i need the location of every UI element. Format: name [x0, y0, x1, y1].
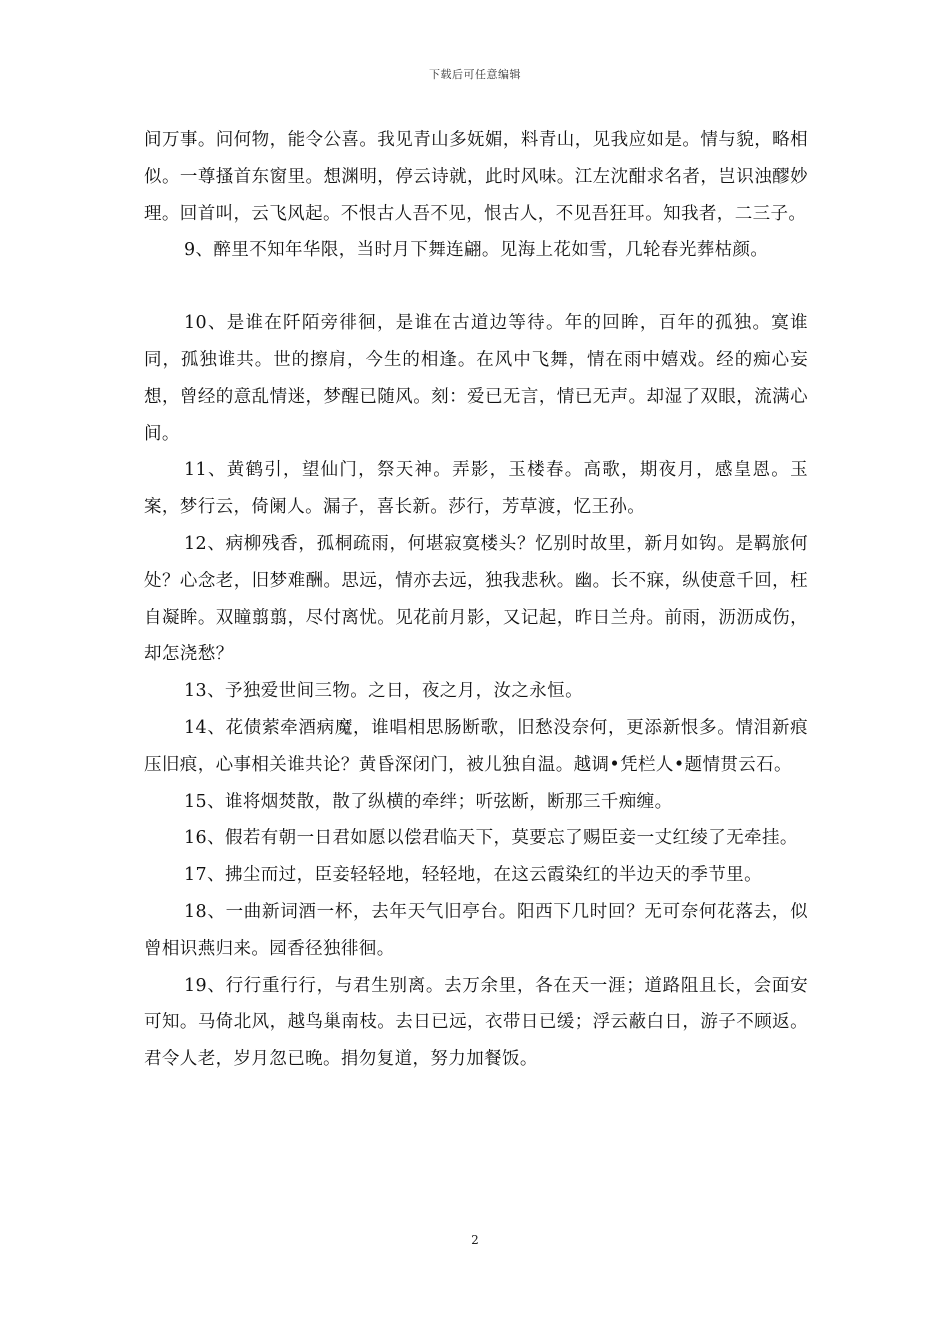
paragraph-18: 18、一曲新词酒一杯，去年天气旧亭台。阳西下几时回？无可奈何花落去，似曾相识燕归来。园香径独徘徊。: [144, 901, 808, 959]
paragraph-15: 15、谁将烟焚散，散了纵横的牵绊；听弦断，断那三千痴缠。: [184, 791, 673, 812]
paragraph-13: 13、予独爱世间三物。之日，夜之月，汝之永恒。: [184, 681, 583, 702]
paragraph-19: 19、行行重行行，与君生别离。去万余里，各在天一涯；道路阻且长，会面安可知。马倚北风，越鸟巢南枝。去日已远，衣带日已缓；浮云蔽白日，游子不顾返。君令人老，岁月忽已晚。捐勿复道，努力加餐饭。: [144, 975, 808, 1070]
document-body: [144, 122, 808, 1078]
paragraph-17: 17、拂尘而过，臣妾轻轻地，轻轻地，在这云霞染红的半边天的季节里。: [184, 865, 762, 886]
paragraph-12: 12、病柳残香，孤桐疏雨，何堪寂寞楼头？忆别时故里，新月如钩。是羁旅何处？心念老，旧梦难酬。思远，情亦去远，独我悲秋。幽。长不寐，纵使意千回，枉自凝眸。双瞳翦翦，尽付离忧。见花前月影，又记起，昨日兰舟。前雨，沥沥成伤，却怎浇愁？: [144, 533, 808, 665]
paragraph-continuation: 间万事。问何物，能令公喜。我见青山多妩媚，料青山，见我应如是。情与貌，略相似。一尊搔首东窗里。想渊明，停云诗就，此时风味。江左沈酣求名者，岂识浊醪妙理。回首叫，云飞风起。不恨古人吾不见，恨古人，不见吾狂耳。知我者，二三子。: [144, 130, 808, 224]
paragraph-16: 16、假若有朝一日君如愿以偿君临天下，莫要忘了赐臣妾一丈红绫了无牵挂。: [184, 828, 798, 849]
page-header: 下载后可任意编辑: [429, 68, 521, 81]
page-number: 2: [471, 1233, 479, 1247]
paragraph-11: 11、黄鹤引，望仙门，祭天神。弄影，玉楼春。高歌，期夜月，感皇恩。玉案，梦行云，倚阑人。漏子，喜长新。莎行，芳草渡，忆王孙。: [144, 460, 808, 518]
paragraph-14: 14、花债萦牵酒病魔，谁唱相思肠断歌，旧愁没奈何，更添新恨多。情泪新痕压旧痕，心事相关谁共论？黄昏深闭门，被儿独自温。越调•凭栏人•题情贯云石。: [144, 717, 808, 775]
paragraph-10: 10、是谁在阡陌旁徘徊，是谁在古道边等待。年的回眸，百年的孤独。寞谁同，孤独谁共。世的擦肩，今生的相逢。在风中飞舞，情在雨中嬉戏。经的痴心妄想，曾经的意乱情迷，梦醒已随风。刻：爱已无言，情已无声。却湿了双眼，流满心间。: [144, 313, 808, 444]
blank-line: [144, 269, 808, 305]
paragraph-9: 9、醉里不知年华限，当时月下舞连翩。见海上花如雪，几轮春光葬枯颜。: [184, 240, 769, 261]
